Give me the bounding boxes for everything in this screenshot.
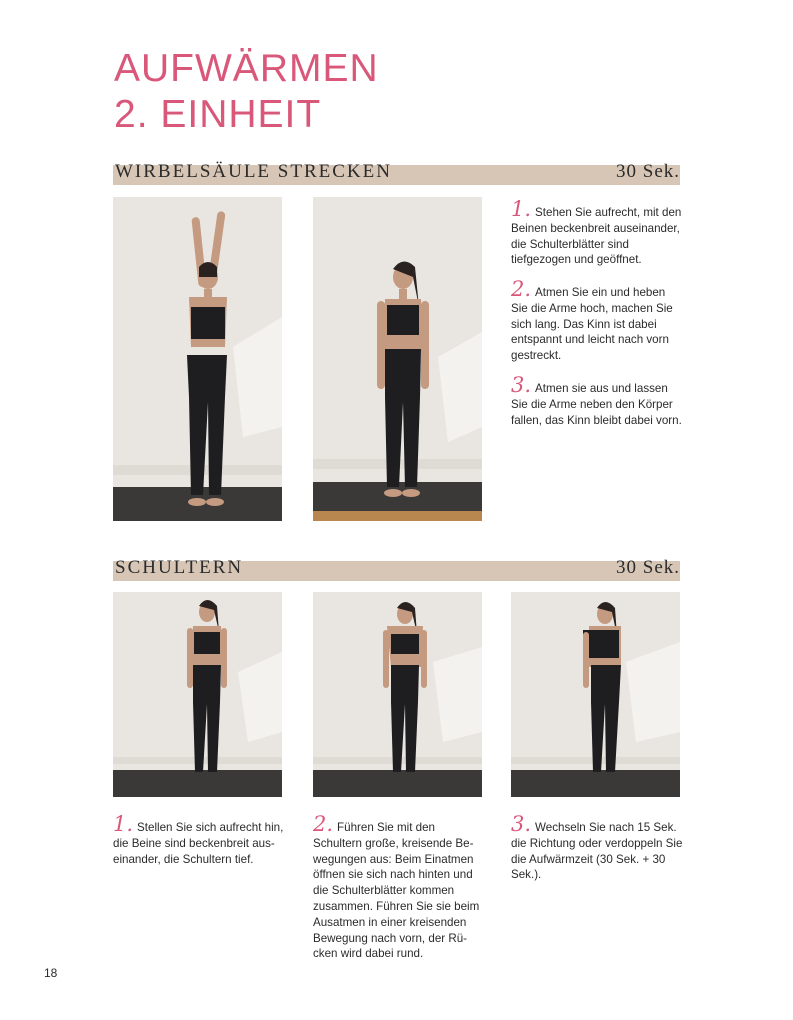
step-number: 1. bbox=[511, 197, 532, 221]
step-1-wirbelsaeule bbox=[511, 197, 683, 268]
section-header-wirbelsaeule bbox=[113, 161, 680, 185]
section-duration: 30 Sek. bbox=[616, 161, 680, 182]
step-text: Wechseln Sie nach 15 Sek. die Richtung oder verdoppeln Sie die Aufwärmzeit (30 Sek. + 30 Sek.). bbox=[511, 821, 683, 882]
exercise-photo-arms-raised bbox=[113, 197, 282, 521]
step-text: Stellen Sie sich aufrecht hin, die Beine sind beckenbreit auseinander, die Schultern tief. bbox=[113, 821, 284, 866]
section-duration: 30 Sek. bbox=[616, 557, 680, 578]
step-text: Atmen sie aus und lassen Sie die Arme neben den Körper fallen, das Kinn bleibt dabei vorn. bbox=[511, 382, 682, 427]
section-header-schultern bbox=[113, 557, 680, 581]
page-number: 18 bbox=[44, 966, 58, 980]
step-text: Führen Sie mit den Schultern große, kreisende Bewegungen aus: Beim Einatmen öffnen sie sich nach hinten und die Schulterblätter kommen zusammen. Führen Sie sie beim Ausatmen in einer kreisenden Bewegung nach vorn, der Rücken wird dabei rund. bbox=[313, 821, 480, 961]
title-line-2: 2. EINHEIT bbox=[114, 93, 322, 136]
page-title bbox=[114, 46, 379, 138]
step-number: 1. bbox=[113, 812, 134, 836]
exercise-photo-shoulder-circle bbox=[313, 592, 482, 797]
exercise-photo-side-turn bbox=[511, 592, 680, 797]
step-2-schultern bbox=[313, 812, 485, 962]
exercise-photo-arms-down bbox=[313, 197, 482, 521]
step-3-schultern bbox=[511, 812, 683, 883]
step-number: 3. bbox=[511, 373, 532, 397]
step-text: Stehen Sie aufrecht, mit den Beinen beckenbreit auseinander, die Schulterblätter sind tiefgezogen und geöffnet. bbox=[511, 206, 682, 267]
step-3-wirbelsaeule bbox=[511, 373, 683, 428]
exercise-photo-standing-front bbox=[113, 592, 282, 797]
step-text: Atmen Sie ein und heben Sie die Arme hoch, machen Sie sich lang. Das Kinn ist dabei entspannt und leicht nach vorn gestreckt. bbox=[511, 286, 673, 363]
step-number: 2. bbox=[511, 277, 532, 301]
step-2-wirbelsaeule bbox=[511, 277, 683, 364]
title-line-1: AUFWÄRMEN bbox=[114, 47, 379, 90]
step-number: 3. bbox=[511, 812, 532, 836]
section-title: SCHULTERN bbox=[115, 557, 244, 578]
step-number: 2. bbox=[313, 812, 334, 836]
section-title: WIRBELSÄULE STRECKEN bbox=[115, 161, 392, 182]
step-1-schultern bbox=[113, 812, 289, 867]
